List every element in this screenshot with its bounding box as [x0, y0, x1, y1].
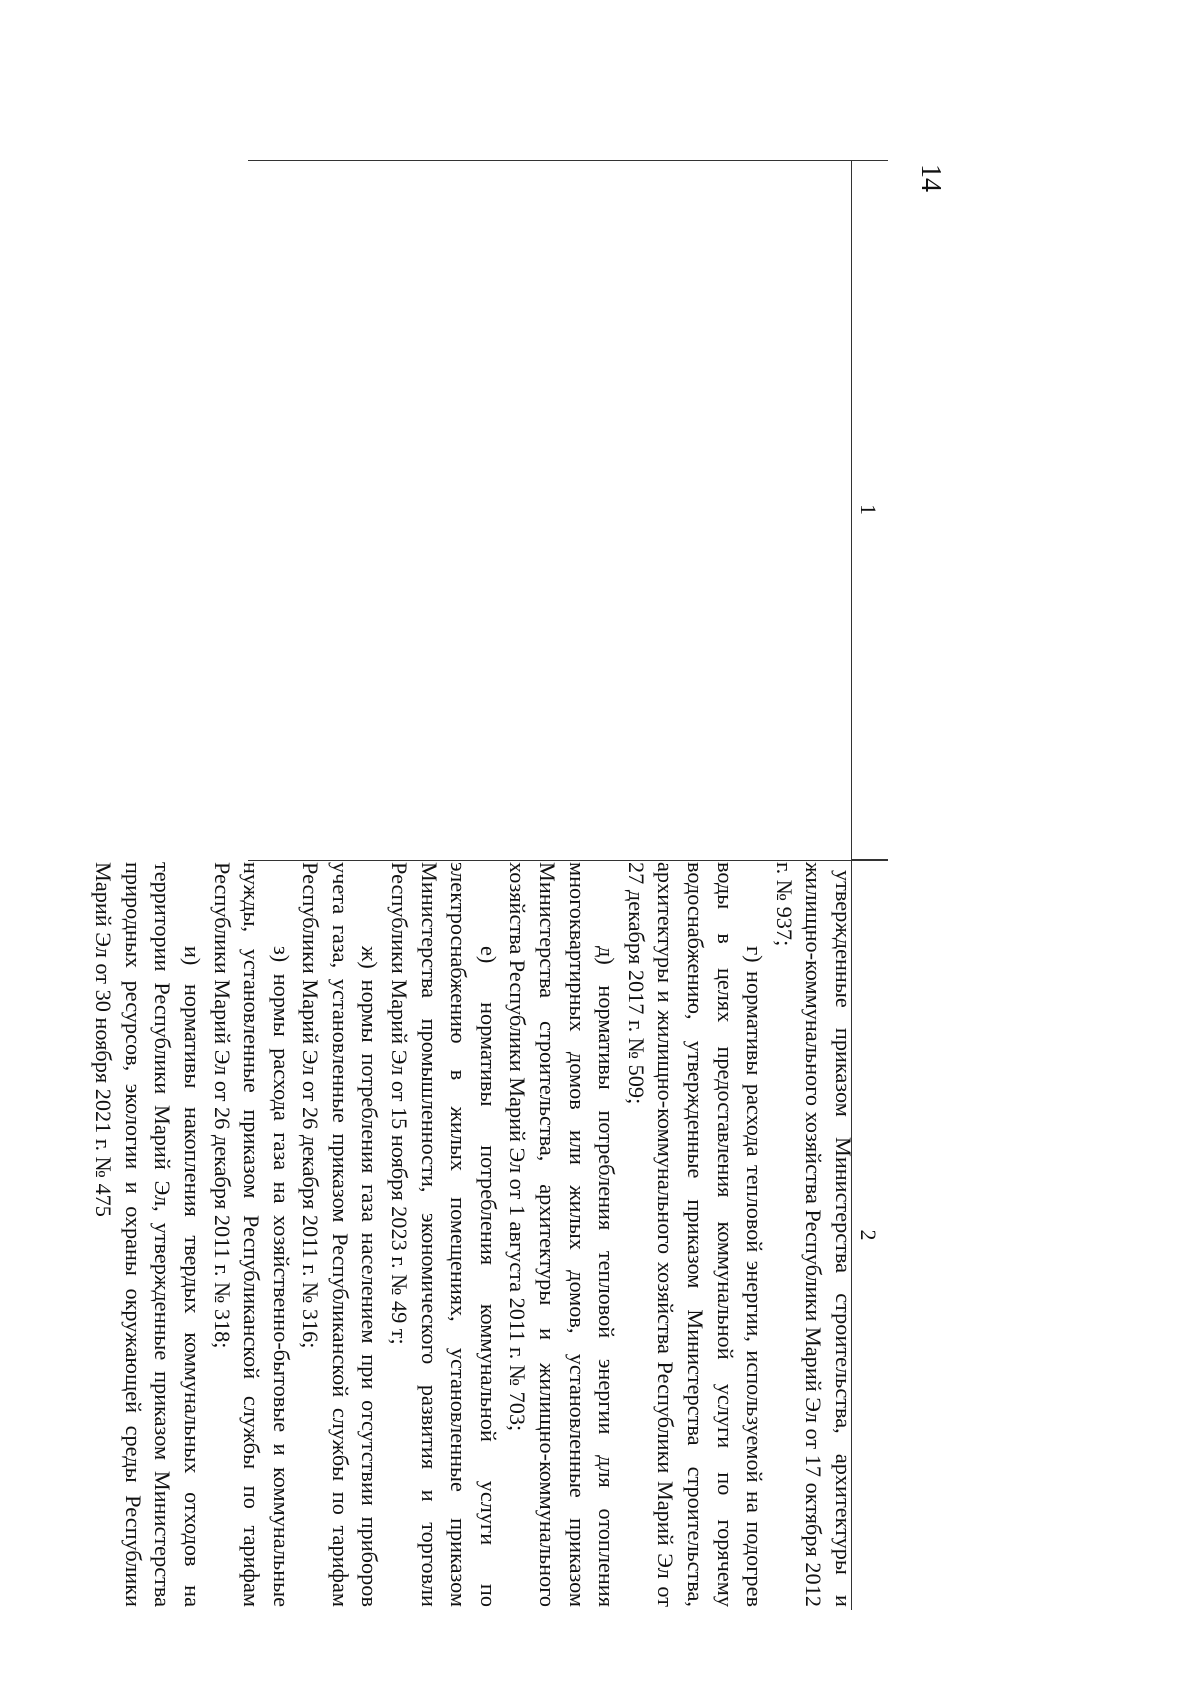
paragraph: ж) нормы потребления газа населением при отсутствии приборов учета газа, установленные приказом Республиканской службы по тарифам Республики Марий Эл от 26 декабря 2011 г. № 316;	[298, 862, 383, 1607]
column-header-1: 1	[852, 160, 888, 860]
table-border-left	[248, 160, 888, 161]
table	[91, 160, 888, 1610]
paragraph: утвержденные приказом Министерства строительства, архитектуры и жилищно-коммунального хозяйства Республики Марий Эл от 17 октября 2012 г. № 937;	[771, 862, 856, 1607]
page-number: 14	[915, 164, 946, 192]
paragraph: г) нормативы расхода тепловой энергии, используемой на подогрев воды в целях предоставления коммунальной услуги по горячему водоснабжению, утвержденные приказом Министерства строительства, архитектуры и жилищно-коммунального хозяйства Республики Марий Эл от 27 декабря 2017 г. № 509;	[623, 862, 768, 1607]
table-column-divider	[248, 860, 888, 861]
table-rotated	[91, 160, 888, 1610]
paragraph: з) нормы расхода газа на хозяйственно-бытовые и коммунальные нужды, установленные приказом Республиканской службы по тарифам Республики Марий Эл от 26 декабря 2011 г. № 318;	[209, 862, 294, 1607]
paragraph: е) нормативы потребления коммунальной услуги по электроснабжению в жилых помещениях, установленные приказом Министерства промышленности, экономического развития и торговли Республики Марий Эл от 15 ноября 2023 г. № 49 т;	[387, 862, 501, 1607]
column-header-2: 2	[856, 1229, 881, 1241]
column-2-content	[89, 862, 858, 1607]
paragraph: и) нормативы накопления твердых коммунальных отходов на территории Республики Марий Эл, утвержденные приказом Министерства природных ресурсов, экологии и охраны окружающей среды Республики Марий Эл от 30 ноября 2021 г. № 475	[91, 862, 205, 1607]
paragraph: д) нормативы потребления тепловой энергии для отопления многоквартирных домов или жилых домов, установленные приказом Министерства строительства, архитектуры и жилищно-коммунального хозяйства Республики Марий Эл от 1 августа 2011 г. № 703;	[505, 862, 620, 1607]
